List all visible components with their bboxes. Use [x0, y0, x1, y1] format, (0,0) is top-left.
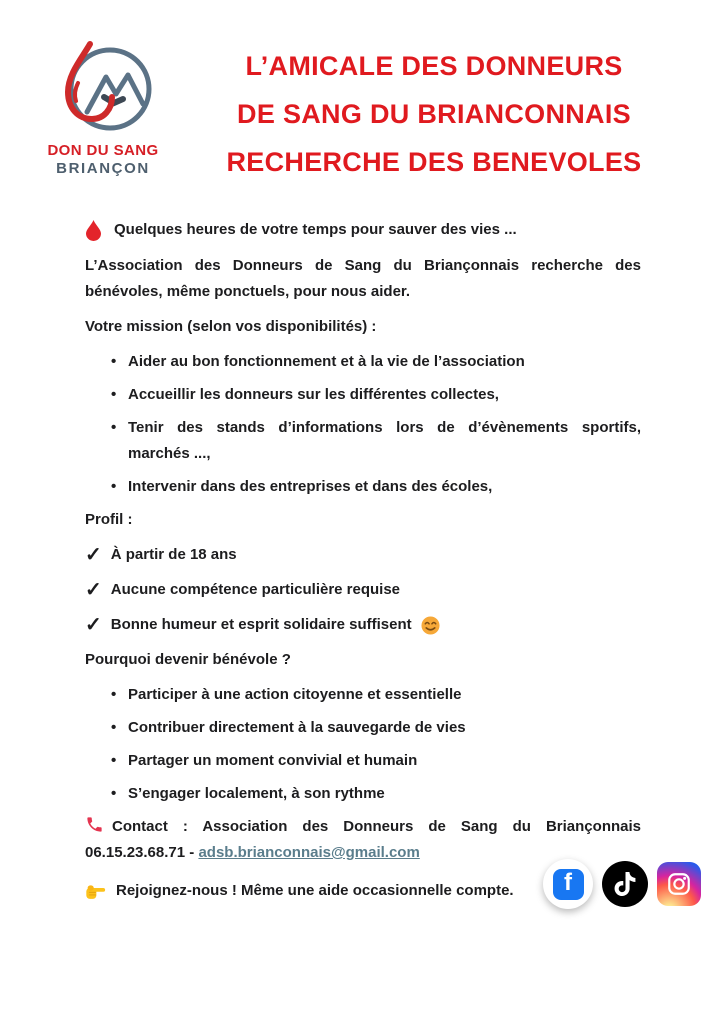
check-text: À partir de 18 ans: [110, 546, 237, 563]
hook-line: [85, 217, 641, 243]
title-line-3: RECHERCHE DES BENEVOLES: [226, 147, 642, 177]
list-item: [111, 415, 641, 467]
hook-text: Quelques heures de votre temps pour sauver des vies ...: [114, 221, 517, 238]
tiktok-icon[interactable]: [602, 861, 648, 907]
smiley-icon: [421, 616, 440, 635]
blood-drop-icon: [85, 219, 102, 241]
bullet-text: Accueillir les donneurs sur les différentes collectes,: [128, 386, 499, 403]
check-text: Bonne humeur et esprit solidaire suffisent: [110, 616, 412, 633]
phone-number: 06.15.23.68.71 -: [85, 844, 199, 861]
bullet-text: Contribuer directement à la sauvegarde de vies: [128, 719, 466, 736]
intro-paragraph: L’Association des Donneurs de Sang du Briançonnais recherche des bénévoles, même ponctuels, pour nous aider.: [85, 257, 641, 300]
profile-heading: Profil :: [85, 511, 133, 528]
check-icon: ✓: [85, 579, 102, 601]
list-item: [111, 382, 641, 408]
email-link[interactable]: adsb.brianconnais@gmail.com: [198, 844, 420, 861]
instagram-icon[interactable]: [657, 862, 701, 906]
bullet-text: • Tenir des stands d’informations lors de d’évènements sportifs, marchés ...,: [128, 419, 641, 462]
list-item: [111, 748, 641, 774]
profile-item: [85, 612, 641, 638]
logo-city: BRIANÇON: [56, 160, 150, 177]
bullet-text: Aider au bon fonctionnement et à la vie de l’association: [128, 353, 525, 370]
check-icon: ✓: [85, 614, 102, 636]
social-links: [543, 859, 701, 909]
list-item: [111, 474, 641, 500]
profile-item: [85, 542, 641, 568]
logo-name: DON DU SANG: [47, 142, 159, 159]
bullet-text: Partager un moment convivial et humain: [128, 752, 418, 769]
contact-text: Contact : Association des Donneurs de Sang du Briançonnais: [112, 818, 641, 835]
flyer-body: [85, 217, 641, 904]
list-item: [111, 682, 641, 708]
logo-mark-icon: [47, 38, 159, 140]
tiktok-glyph: [613, 872, 637, 896]
check-text: Aucune compétence particulière requise: [110, 581, 401, 598]
profile-item: [85, 577, 641, 603]
join-text: Rejoignez-nous ! Même une aide occasionnelle compte.: [116, 882, 514, 899]
facebook-glyph: f: [553, 869, 584, 900]
phone-icon: [85, 815, 104, 834]
facebook-icon[interactable]: [543, 859, 593, 909]
list-item: [111, 715, 641, 741]
bullet-text: Intervenir dans des entreprises et dans des écoles,: [128, 478, 493, 495]
list-item: [111, 349, 641, 375]
why-heading: Pourquoi devenir bénévole ?: [85, 651, 291, 668]
join-line: [85, 878, 563, 904]
why-list: [85, 682, 641, 807]
bullet-text: Participer à une action citoyenne et essentielle: [128, 686, 462, 703]
contact-line: [85, 814, 641, 840]
page-title: [186, 42, 682, 186]
mission-heading: Votre mission (selon vos disponibilités) :: [85, 318, 377, 335]
association-logo: [36, 38, 170, 178]
mission-list: [85, 349, 641, 500]
instagram-glyph: [666, 871, 692, 897]
bullet-text: S’engager localement, à son rythme: [128, 785, 385, 802]
check-icon: ✓: [85, 544, 102, 566]
list-item: [111, 781, 641, 807]
pointing-hand-icon: [85, 882, 106, 900]
title-line-2: DE SANG DU BRIANCONNAIS: [237, 99, 631, 129]
title-line-1: L’AMICALE DES DONNEURS: [245, 51, 623, 81]
